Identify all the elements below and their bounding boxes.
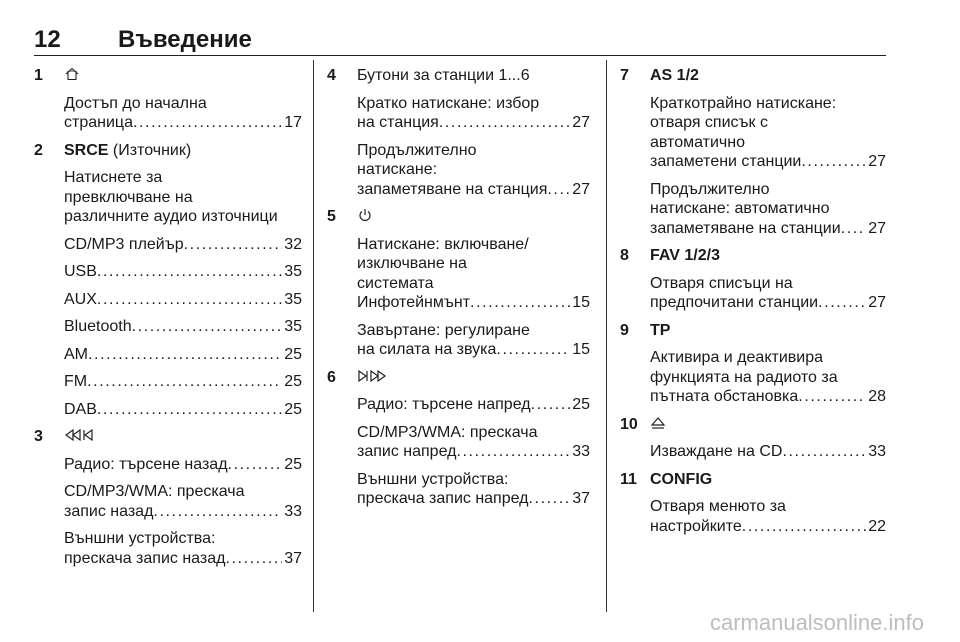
entry-number: 4: [327, 67, 336, 84]
page-reference-row: [357, 293, 590, 313]
entry-7: [620, 66, 886, 238]
entry-number: 2: [34, 141, 43, 159]
page-reference[interactable]: 15: [572, 294, 590, 311]
column-1: [34, 66, 302, 576]
description-line: FM: [64, 373, 88, 390]
description-line: CD/MP3/WMA: прескача: [64, 483, 245, 500]
description-line: настройките: [650, 517, 742, 535]
dot-leader: [132, 317, 283, 337]
description-line: натискане:: [357, 161, 438, 178]
entry-descriptions: [64, 168, 302, 419]
description-item: [64, 290, 302, 310]
entry-9: [620, 321, 886, 407]
description-line: Краткотрайно натискане:: [650, 94, 837, 112]
entry-descriptions: [64, 455, 302, 569]
description-line: прескача запис назад: [64, 549, 226, 567]
page-reference-row: [650, 517, 886, 537]
description-line: изключване на: [357, 255, 467, 272]
description-item: [64, 482, 302, 521]
entry-label: TP: [650, 321, 671, 339]
description-item: [64, 400, 302, 420]
dot-leader: [133, 113, 282, 133]
home-icon: [64, 66, 80, 82]
page-reference-row: [650, 442, 886, 462]
page-reference-row: [650, 387, 886, 407]
entry-number: 7: [620, 67, 629, 84]
description-item: [64, 235, 302, 255]
seek-forward-icon: [357, 368, 387, 384]
dot-leader: [818, 293, 866, 313]
dot-leader: [531, 395, 571, 415]
description-line: на станция: [357, 114, 439, 131]
watermark: carmanualsonline.info: [709, 610, 924, 635]
page-reference[interactable]: 27: [868, 153, 886, 170]
description-line: USB: [64, 263, 97, 280]
entry-descriptions: [650, 274, 886, 313]
page-reference[interactable]: 17: [284, 114, 302, 131]
description-line: функцията на радиото за: [650, 368, 838, 386]
dot-leader: [153, 502, 282, 522]
description-line: CD/MP3 плейър: [64, 235, 184, 253]
page-reference[interactable]: 37: [572, 490, 590, 507]
entry-descriptions: [357, 235, 590, 360]
page-reference[interactable]: 25: [572, 396, 590, 413]
seek-back-icon: [64, 427, 94, 443]
entry-1: [34, 66, 302, 133]
page-reference[interactable]: 27: [868, 294, 886, 311]
column-3: [620, 66, 886, 544]
entry-number: 3: [34, 428, 43, 445]
column-divider: [606, 60, 607, 612]
page-reference[interactable]: 28: [868, 388, 886, 405]
page-reference-row: [357, 180, 590, 200]
page-reference[interactable]: 15: [572, 341, 590, 358]
description-line: Натиснете за: [64, 169, 163, 186]
page-reference-row: [64, 235, 302, 255]
dot-leader: [97, 290, 282, 310]
page-reference-row: [650, 152, 886, 172]
description-line: Натискане: включване/: [357, 235, 529, 253]
dot-leader: [225, 549, 282, 569]
page-header: [34, 22, 886, 56]
entry-number: 11: [620, 470, 637, 488]
description-line: Отваря списъци на: [650, 274, 793, 292]
page-reference[interactable]: 25: [284, 400, 302, 418]
page-reference[interactable]: 35: [284, 263, 302, 280]
entry-10: [620, 415, 886, 462]
page-reference[interactable]: 35: [284, 318, 302, 335]
entry-descriptions: [650, 442, 886, 462]
entry-label: CONFIG: [650, 470, 713, 488]
description-line: Външни устройства:: [357, 470, 509, 488]
description-line: DAB: [64, 400, 97, 418]
entry-number: 8: [620, 247, 629, 264]
dot-leader: [742, 517, 866, 537]
page-reference-row: [64, 455, 302, 475]
description-item: [357, 141, 590, 200]
dot-leader: [97, 400, 282, 420]
entry-3: [34, 427, 302, 568]
dot-leader: [529, 489, 571, 509]
page-number: 12: [34, 26, 61, 53]
description-line: страница: [64, 114, 133, 131]
page-reference[interactable]: 27: [572, 180, 590, 198]
description-item: [64, 345, 302, 365]
column-divider: [313, 60, 314, 612]
page-reference-row: [64, 113, 302, 133]
page-reference-row: [64, 400, 302, 420]
description-item: [650, 442, 886, 462]
description-line: отваря списък с: [650, 114, 768, 131]
dot-leader: [496, 340, 570, 360]
description-line: Радио: търсене напред: [357, 396, 531, 413]
page-reference[interactable]: 33: [868, 443, 886, 460]
page-reference[interactable]: 33: [284, 502, 302, 520]
entry-number: 10: [620, 415, 638, 433]
page-reference-row: [64, 549, 302, 569]
description-item: [64, 372, 302, 392]
description-line: предпочитани станции: [650, 294, 819, 311]
description-item: [357, 423, 590, 462]
description-line: пътната обстановка: [650, 388, 799, 405]
description-line: Кратко натискане: избор: [357, 94, 540, 112]
entry-number: 5: [327, 208, 336, 225]
description-item: [64, 94, 302, 133]
entry-label: AS 1/2: [650, 67, 699, 84]
page-reference-row: [64, 317, 302, 337]
page-reference-row: [357, 442, 590, 462]
entry-descriptions: [357, 94, 590, 200]
description-item: [357, 470, 590, 509]
description-line: автоматично: [650, 133, 745, 151]
page-reference[interactable]: 32: [284, 235, 302, 253]
description-line: запис назад: [64, 502, 154, 520]
power-icon: [357, 207, 373, 223]
dot-leader: [88, 345, 282, 365]
page-reference[interactable]: 25: [284, 345, 302, 363]
dot-leader: [87, 372, 282, 392]
description-item: [64, 317, 302, 337]
entry-label: Бутони за станции 1...6: [357, 67, 530, 84]
dot-leader: [782, 442, 866, 462]
description-line: превключване на: [64, 188, 193, 206]
page-reference[interactable]: 25: [284, 455, 302, 473]
page-reference[interactable]: 35: [284, 290, 302, 308]
description-line: запаметяване на станции: [650, 219, 841, 237]
description-item: [357, 235, 590, 313]
description-line: натискане: автоматично: [650, 200, 830, 217]
page-reference-row: [357, 340, 590, 360]
description-item: [64, 455, 302, 475]
page-reference[interactable]: 22: [868, 517, 886, 535]
page-reference-row: [64, 372, 302, 392]
entry-2: [34, 141, 302, 420]
dot-leader: [547, 180, 570, 200]
page-reference-row: [357, 113, 590, 133]
description-line: Завъртане: регулиране: [357, 321, 530, 339]
entry-label: SRCE: [64, 141, 109, 159]
description-item: [650, 94, 886, 172]
entry-descriptions: [650, 348, 886, 407]
dot-leader: [184, 235, 283, 255]
page-title: Въведение: [118, 26, 252, 53]
description-item: [650, 180, 886, 239]
description-item: [357, 94, 590, 133]
description-line: запаметяване на станция: [357, 180, 548, 198]
description-line: системата: [357, 274, 434, 292]
entry-8: [620, 246, 886, 313]
entry-11: [620, 470, 886, 537]
description-line: Продължително: [357, 141, 477, 159]
dot-leader: [801, 152, 866, 172]
description-line: Достъп до начална: [64, 94, 207, 112]
description-line: AUX: [64, 290, 97, 308]
dot-leader: [97, 262, 282, 282]
page-reference[interactable]: 27: [572, 114, 590, 131]
description-line: Външни устройства:: [64, 530, 216, 547]
description-item: [64, 168, 302, 227]
description-line: прескача запис напред: [357, 490, 529, 507]
dot-leader: [228, 455, 283, 475]
dot-leader: [439, 113, 570, 133]
description-line: AM: [64, 345, 88, 363]
entry-descriptions: [357, 395, 590, 509]
description-line: Инфотейнмънт: [357, 294, 471, 311]
page-reference-row: [357, 489, 590, 509]
description-item: [64, 529, 302, 568]
description-line: на силата на звука: [357, 341, 497, 358]
entry-number: 6: [327, 368, 336, 386]
description-item: [357, 395, 590, 415]
entry-label: FAV 1/2/3: [650, 247, 720, 264]
column-2: [327, 66, 590, 517]
dot-leader: [470, 293, 570, 313]
entry-descriptions: [64, 94, 302, 133]
eject-icon: [650, 415, 666, 431]
description-line: Радио: търсене назад: [64, 455, 228, 473]
page-reference-row: [357, 395, 590, 415]
description-line: CD/MP3/WMA: прескача: [357, 423, 538, 441]
dot-leader: [456, 442, 570, 462]
description-line: Bluetooth: [64, 318, 132, 335]
entry-number: 1: [34, 67, 43, 84]
description-line: различните аудио източници: [64, 208, 278, 225]
entry-6: [327, 368, 590, 509]
description-line: Изваждане на CD: [650, 443, 783, 460]
page-reference-row: [64, 502, 302, 522]
description-line: Активира и деактивира: [650, 349, 823, 366]
dot-leader: [798, 387, 866, 407]
description-item: [650, 497, 886, 536]
entry-descriptions: [650, 497, 886, 536]
page-reference-row: [650, 293, 886, 313]
entry-descriptions: [650, 94, 886, 239]
description-item: [650, 348, 886, 407]
page-reference-row: [64, 262, 302, 282]
dot-leader: [841, 219, 867, 239]
page-reference[interactable]: 37: [284, 549, 302, 567]
page-reference-row: [64, 290, 302, 310]
description-line: Продължително: [650, 180, 770, 198]
entry-5: [327, 207, 590, 360]
page-reference-row: [650, 219, 886, 239]
entry-label-note: (Източник): [108, 141, 192, 159]
description-line: запаметени станции: [650, 153, 802, 170]
page-reference-row: [64, 345, 302, 365]
entry-number: 9: [620, 321, 629, 339]
description-item: [650, 274, 886, 313]
description-item: [357, 321, 590, 360]
entry-4: [327, 66, 590, 199]
description-item: [64, 262, 302, 282]
page-reference[interactable]: 25: [284, 373, 302, 390]
description-line: запис напред: [357, 443, 457, 460]
page-reference[interactable]: 33: [572, 443, 590, 460]
page-reference[interactable]: 27: [868, 219, 886, 237]
description-line: Отваря менюто за: [650, 498, 786, 515]
